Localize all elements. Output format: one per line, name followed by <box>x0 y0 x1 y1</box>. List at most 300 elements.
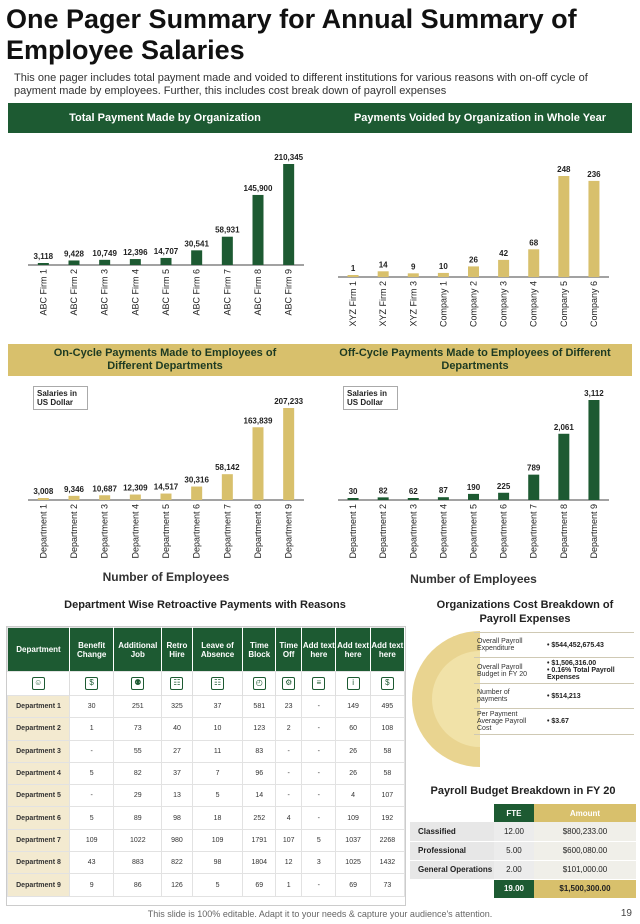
value-label-6: 30,541 <box>184 239 209 249</box>
value-label-7: 789 <box>527 463 541 473</box>
cost-label: Number of payments <box>474 684 544 709</box>
icon-cell <box>70 672 114 696</box>
footer-note: This slide is 100% editable. Adapt it to your needs & capture your audience's attention. <box>147 909 493 919</box>
x-axis-title: Number of Employees <box>410 572 537 585</box>
table-cell: 5 <box>70 807 114 829</box>
budget-total-row <box>410 879 636 898</box>
bar-1 <box>38 498 49 500</box>
table-cell: - <box>302 762 336 784</box>
on-cycle-chart <box>20 388 310 583</box>
total-payment-chart <box>20 140 310 325</box>
page-title: One Pager Summary for Annual Summary of Employee Salaries <box>6 4 577 65</box>
table-cell: 1 <box>70 718 114 740</box>
tick-label-8: Department 8 <box>558 504 569 559</box>
money-hand-icon: $ <box>85 677 98 690</box>
table-cell: 883 <box>114 852 162 874</box>
budget-amount: $101,000.00 <box>534 860 636 879</box>
bar-7 <box>222 237 233 265</box>
tick-label-3: Department 3 <box>99 504 110 559</box>
retro-col-header: Department <box>8 628 70 672</box>
bar-3 <box>99 260 110 265</box>
retro-table <box>7 627 405 897</box>
tick-label-6: Department 6 <box>191 504 202 559</box>
on-cycle-header: On-Cycle Payments Made to Employees of Different Departments <box>53 347 277 372</box>
value-label-9: 207,233 <box>274 397 304 406</box>
table-cell: 14 <box>243 785 276 807</box>
table-cell: - <box>276 762 302 784</box>
cash-icon: $ <box>381 677 394 690</box>
table-cell: - <box>302 740 336 762</box>
value-label-7: 68 <box>529 238 539 248</box>
bar-2 <box>69 260 80 265</box>
table-cell: - <box>70 785 114 807</box>
bar-8 <box>253 427 264 500</box>
value-label-6: 42 <box>499 248 509 258</box>
tick-label-2: XYZ Firm 2 <box>378 281 389 327</box>
tick-label-4: Department 4 <box>130 504 141 559</box>
table-cell: 83 <box>243 740 276 762</box>
value-label-6: 30,316 <box>184 475 209 485</box>
retro-col-header: Add text here <box>370 628 404 672</box>
tick-label-1: ABC Firm 1 <box>38 269 49 316</box>
bar-6 <box>191 487 202 500</box>
table-cell: 26 <box>336 762 370 784</box>
table-cell: 29 <box>114 785 162 807</box>
row-department: Department 7 <box>8 829 70 851</box>
tick-label-5: Department 5 <box>161 504 171 559</box>
table-cell: 43 <box>70 852 114 874</box>
people-icon: ☺ <box>32 677 45 690</box>
bar-1 <box>348 275 359 277</box>
chart-svg-2 <box>20 388 310 583</box>
bar-7 <box>528 249 539 277</box>
info-icon: i <box>347 677 360 690</box>
page-number: 19 <box>620 908 632 919</box>
table-cell: 495 <box>370 696 404 718</box>
value-label-9: 3,112 <box>584 389 604 398</box>
table-cell: 1804 <box>243 852 276 874</box>
row-department: Department 6 <box>8 807 70 829</box>
tick-label-3: Department 3 <box>408 504 419 559</box>
table-cell: - <box>276 740 302 762</box>
x-axis-title: Number of Employees <box>102 570 230 583</box>
table-cell: 11 <box>192 740 243 762</box>
table-cell: - <box>302 807 336 829</box>
table-cell: 12 <box>276 852 302 874</box>
value-label-8: 163,839 <box>243 416 273 426</box>
budget-total-fte: 19.00 <box>494 879 534 898</box>
retro-title: Department Wise Retroactive Payments with Reasons <box>64 599 346 611</box>
retro-col-header: Additional Job <box>114 628 162 672</box>
row-department: Department 1 <box>8 696 70 718</box>
cost-label: Per Payment Average Payroll Cost <box>474 709 544 735</box>
retro-col-header: Benefit Change <box>70 628 114 672</box>
off-cycle-chart <box>330 380 615 585</box>
tick-label-8: ABC Firm 8 <box>253 269 263 316</box>
document-icon: ≡ <box>312 677 325 690</box>
table-cell: 1037 <box>336 829 370 851</box>
table-cell: 30 <box>70 696 114 718</box>
icon-cell <box>370 672 404 696</box>
table-cell: 192 <box>370 807 404 829</box>
bar-3 <box>408 273 419 277</box>
table-cell: 73 <box>114 718 162 740</box>
table-cell: 27 <box>162 740 192 762</box>
table-row <box>8 874 405 896</box>
value-label-4: 87 <box>438 486 448 496</box>
table-cell: 1791 <box>243 829 276 851</box>
budget-table <box>410 804 636 899</box>
bar-3 <box>99 495 110 500</box>
cost-bullet: • $1,506,316.00 <box>547 660 597 667</box>
bar-8 <box>558 434 569 500</box>
value-label-3: 9 <box>411 262 416 272</box>
icon-cell <box>162 672 192 696</box>
table-cell: 37 <box>162 762 192 784</box>
tick-label-9: ABC Firm 9 <box>283 269 294 316</box>
budget-fte: 2.00 <box>494 860 534 879</box>
table-cell: 252 <box>243 807 276 829</box>
table-cell: 108 <box>370 718 404 740</box>
bar-6 <box>498 493 509 500</box>
icon-cell <box>243 672 276 696</box>
tick-label-7: Company 4 <box>528 281 539 328</box>
table-cell: 1432 <box>370 852 404 874</box>
table-cell: 2268 <box>370 829 404 851</box>
table-cell: 89 <box>114 807 162 829</box>
budget-name: Classified <box>410 822 494 841</box>
cost-bullet: • $544,452,675.43 <box>547 641 604 649</box>
value-label-5: 14,517 <box>153 482 179 492</box>
chart-svg-1 <box>330 152 615 337</box>
table-cell: 126 <box>162 874 192 896</box>
value-label-7: 58,931 <box>215 225 240 235</box>
table-cell: 149 <box>336 696 370 718</box>
bar-6 <box>498 260 509 277</box>
table-cell: 98 <box>162 807 192 829</box>
icon-cell <box>114 672 162 696</box>
icon-cell <box>336 672 370 696</box>
bar-4 <box>438 497 449 500</box>
table-cell: 2 <box>276 718 302 740</box>
tick-label-1: Department 1 <box>348 504 359 559</box>
table-cell: 26 <box>336 740 370 762</box>
table-cell: 60 <box>336 718 370 740</box>
bar-2 <box>69 496 80 500</box>
value-label-3: 10,687 <box>92 484 117 494</box>
payments-voided-header: Payments Voided by Organization in Whole Year <box>353 111 607 124</box>
table-cell: 58 <box>370 740 404 762</box>
table-cell: 37 <box>192 696 243 718</box>
table-cell: 18 <box>192 807 243 829</box>
meeting-icon: ☷ <box>170 677 183 690</box>
value-label-8: 248 <box>557 165 571 174</box>
total-payment-header: Total Payment Made by Organization <box>69 111 261 124</box>
bar-2 <box>378 497 389 500</box>
tick-label-5: Department 5 <box>468 504 479 559</box>
table-row <box>8 807 405 829</box>
table-cell: 325 <box>162 696 192 718</box>
bar-7 <box>222 474 233 500</box>
budget-header-amount: Amount <box>534 804 636 822</box>
tick-label-4: Company 1 <box>438 281 449 328</box>
table-cell: 69 <box>336 874 370 896</box>
table-cell: - <box>302 718 336 740</box>
value-label-1: 3,118 <box>33 252 54 261</box>
row-department: Department 3 <box>8 740 70 762</box>
tick-label-5: Company 2 <box>468 281 479 328</box>
tick-label-2: Department 2 <box>69 504 79 559</box>
retro-icon-row <box>8 672 405 696</box>
budget-amount: $600,080.00 <box>534 841 636 860</box>
table-cell: 123 <box>243 718 276 740</box>
cost-row <box>474 709 634 735</box>
tick-label-7: ABC Firm 7 <box>222 269 233 316</box>
icon-cell <box>276 672 302 696</box>
value-label-5: 26 <box>469 255 478 265</box>
cost-value <box>544 709 634 735</box>
budget-total-amt: $1,500,300.00 <box>534 879 636 898</box>
table-cell: 7 <box>192 762 243 784</box>
table-cell: 23 <box>276 696 302 718</box>
value-label-3: 10,749 <box>92 248 117 258</box>
table-row <box>8 785 405 807</box>
salary-note-left: Salaries in US Dollar <box>33 386 88 410</box>
table-cell: 98 <box>192 852 243 874</box>
retro-col-header: Add text here <box>336 628 370 672</box>
cost-row <box>474 633 634 658</box>
bar-5 <box>161 494 172 500</box>
cost-label: Overall Payroll Budget in FY 20 <box>474 658 544 684</box>
table-cell: 107 <box>276 829 302 851</box>
value-label-8: 2,061 <box>553 422 574 432</box>
tick-label-3: XYZ Firm 3 <box>408 281 419 327</box>
table-cell: - <box>70 740 114 762</box>
tick-label-6: ABC Firm 6 <box>191 269 202 316</box>
table-cell: 69 <box>243 874 276 896</box>
table-row <box>8 740 405 762</box>
retro-col-header: Add text here <box>302 628 336 672</box>
value-label-2: 9,428 <box>63 249 85 259</box>
bar-5 <box>161 258 172 265</box>
table-cell: 96 <box>243 762 276 784</box>
budget-name: General Operations <box>410 860 494 879</box>
tick-label-7: Department 7 <box>528 504 539 559</box>
budget-name: Professional <box>410 841 494 860</box>
row-department: Department 8 <box>8 852 70 874</box>
table-cell: 3 <box>302 852 336 874</box>
value-label-4: 12,309 <box>123 483 148 493</box>
tick-label-8: Department 8 <box>253 504 263 559</box>
tick-label-4: ABC Firm 4 <box>130 269 141 316</box>
budget-header-blank <box>410 804 494 822</box>
cost-value <box>544 658 634 684</box>
budget-amount: $800,233.00 <box>534 822 636 841</box>
team-icon: ⚉ <box>131 677 144 690</box>
cost-bullet: • $514,213 <box>547 692 581 700</box>
table-cell: 58 <box>370 762 404 784</box>
value-label-9: 210,345 <box>274 153 304 162</box>
table-cell: 5 <box>192 874 243 896</box>
bar-9 <box>283 164 294 265</box>
value-label-3: 62 <box>408 487 418 496</box>
retro-col-header: Time Block <box>243 628 276 672</box>
tick-label-1: XYZ Firm 1 <box>348 281 359 327</box>
cost-half-circle <box>410 626 480 776</box>
value-label-2: 82 <box>378 486 388 496</box>
table-cell: 5 <box>70 762 114 784</box>
value-label-9: 236 <box>587 169 601 179</box>
value-label-2: 9,346 <box>63 484 85 494</box>
bar-6 <box>191 250 202 265</box>
cost-bullet: • 0.16% Total Payroll Expenses <box>547 667 615 681</box>
bar-8 <box>253 195 264 265</box>
retro-header-row <box>8 628 405 672</box>
table-cell: 109 <box>70 829 114 851</box>
budget-fte: 12.00 <box>494 822 534 841</box>
budget-title: Payroll Budget Breakdown in FY 20 <box>430 785 616 797</box>
bar-5 <box>468 266 479 277</box>
bar-1 <box>348 498 359 500</box>
value-label-6: 225 <box>496 481 511 491</box>
chart-svg-0 <box>20 140 310 325</box>
budget-row <box>410 860 636 879</box>
table-row <box>8 829 405 851</box>
bar-4 <box>130 495 141 500</box>
bar-4 <box>438 273 449 277</box>
bar-3 <box>408 498 419 500</box>
table-cell: 109 <box>192 829 243 851</box>
row-department: Department 9 <box>8 874 70 896</box>
budget-fte: 5.00 <box>494 841 534 860</box>
off-cycle-header: Off-Cycle Payments Made to Employees of Different Departments <box>339 347 611 372</box>
chart-svg-3 <box>330 380 615 585</box>
table-row <box>8 852 405 874</box>
value-label-8: 145,900 <box>243 183 273 193</box>
value-label-5: 190 <box>466 482 481 492</box>
table-cell: 40 <box>162 718 192 740</box>
cost-row <box>474 658 634 684</box>
retro-col-header: Time Off <box>276 628 302 672</box>
table-cell: - <box>276 785 302 807</box>
table-cell: 55 <box>114 740 162 762</box>
tick-label-2: ABC Firm 2 <box>69 269 79 316</box>
table-cell: 251 <box>114 696 162 718</box>
budget-header-fte: FTE <box>494 804 534 822</box>
retro-col-header: Leave of Absence <box>192 628 243 672</box>
tick-label-3: ABC Firm 3 <box>99 269 110 316</box>
table-cell: 822 <box>162 852 192 874</box>
bar-7 <box>528 475 539 500</box>
table-cell: 5 <box>192 785 243 807</box>
row-department: Department 5 <box>8 785 70 807</box>
table-cell: 5 <box>302 829 336 851</box>
table-row <box>8 696 405 718</box>
row-department: Department 2 <box>8 718 70 740</box>
cost-bullet: • $3.67 <box>547 718 569 725</box>
table-cell: 107 <box>370 785 404 807</box>
value-label-4: 10 <box>438 261 448 271</box>
value-label-5: 14,707 <box>153 246 179 256</box>
bar-9 <box>283 408 294 500</box>
icon-cell <box>8 672 70 696</box>
table-row <box>8 718 405 740</box>
cost-table <box>474 632 634 735</box>
table-cell: 581 <box>243 696 276 718</box>
table-cell: 73 <box>370 874 404 896</box>
gear-icon: ⚙ <box>282 677 295 690</box>
table-cell: - <box>302 874 336 896</box>
tick-label-9: Company 6 <box>588 281 599 328</box>
calendar-icon: ☷ <box>211 677 224 690</box>
retro-col-header: Retro Hire <box>162 628 192 672</box>
icon-cell <box>192 672 243 696</box>
tick-label-9: Department 9 <box>588 504 599 559</box>
table-cell: 13 <box>162 785 192 807</box>
value-label-4: 12,396 <box>123 248 148 258</box>
tick-label-9: Department 9 <box>283 504 294 559</box>
cost-breakdown-title: Organizations Cost Breakdown of Payroll Expenses <box>436 599 614 625</box>
retro-table-container <box>6 626 406 906</box>
cost-value <box>544 633 634 658</box>
table-cell: 980 <box>162 829 192 851</box>
tick-label-8: Company 5 <box>558 281 569 328</box>
tick-label-7: Department 7 <box>222 504 233 559</box>
cost-breakdown <box>410 626 636 776</box>
tick-label-2: Department 2 <box>378 504 389 559</box>
table-cell: 82 <box>114 762 162 784</box>
row-department: Department 4 <box>8 762 70 784</box>
table-cell: 86 <box>114 874 162 896</box>
bar-4 <box>130 259 141 265</box>
page-subtitle: This one pager includes total payment made and voided to different institutions for various reasons with on-off cycle of payment made by employees. Further, this includes cost break down of payroll expenses <box>14 72 588 97</box>
table-cell: 10 <box>192 718 243 740</box>
table-cell: 1025 <box>336 852 370 874</box>
tick-label-4: Department 4 <box>438 504 449 559</box>
tick-label-5: ABC Firm 5 <box>161 269 171 316</box>
cost-row <box>474 684 634 709</box>
table-cell: 1 <box>276 874 302 896</box>
bar-5 <box>468 494 479 500</box>
budget-total-blank <box>410 879 494 898</box>
bar-2 <box>378 271 389 277</box>
tick-label-1: Department 1 <box>38 504 49 559</box>
value-label-1: 1 <box>350 264 356 273</box>
bar-8 <box>558 176 569 277</box>
table-cell: - <box>302 785 336 807</box>
budget-row <box>410 822 636 841</box>
payments-voided-chart <box>330 152 615 337</box>
table-cell: - <box>302 696 336 718</box>
salary-note-right: Salaries in US Dollar <box>343 386 398 410</box>
tick-label-6: Company 3 <box>498 281 509 328</box>
icon-cell <box>302 672 336 696</box>
value-label-7: 58,142 <box>215 463 240 473</box>
cost-value <box>544 684 634 709</box>
table-cell: 9 <box>70 874 114 896</box>
tick-label-6: Department 6 <box>498 504 509 559</box>
bar-9 <box>588 181 599 277</box>
table-cell: 4 <box>336 785 370 807</box>
bar-9 <box>588 400 599 500</box>
table-cell: 4 <box>276 807 302 829</box>
table-row <box>8 762 405 784</box>
budget-row <box>410 841 636 860</box>
table-cell: 109 <box>336 807 370 829</box>
value-label-1: 3,008 <box>33 487 54 496</box>
table-cell: 1022 <box>114 829 162 851</box>
clock-icon: ◴ <box>253 677 266 690</box>
